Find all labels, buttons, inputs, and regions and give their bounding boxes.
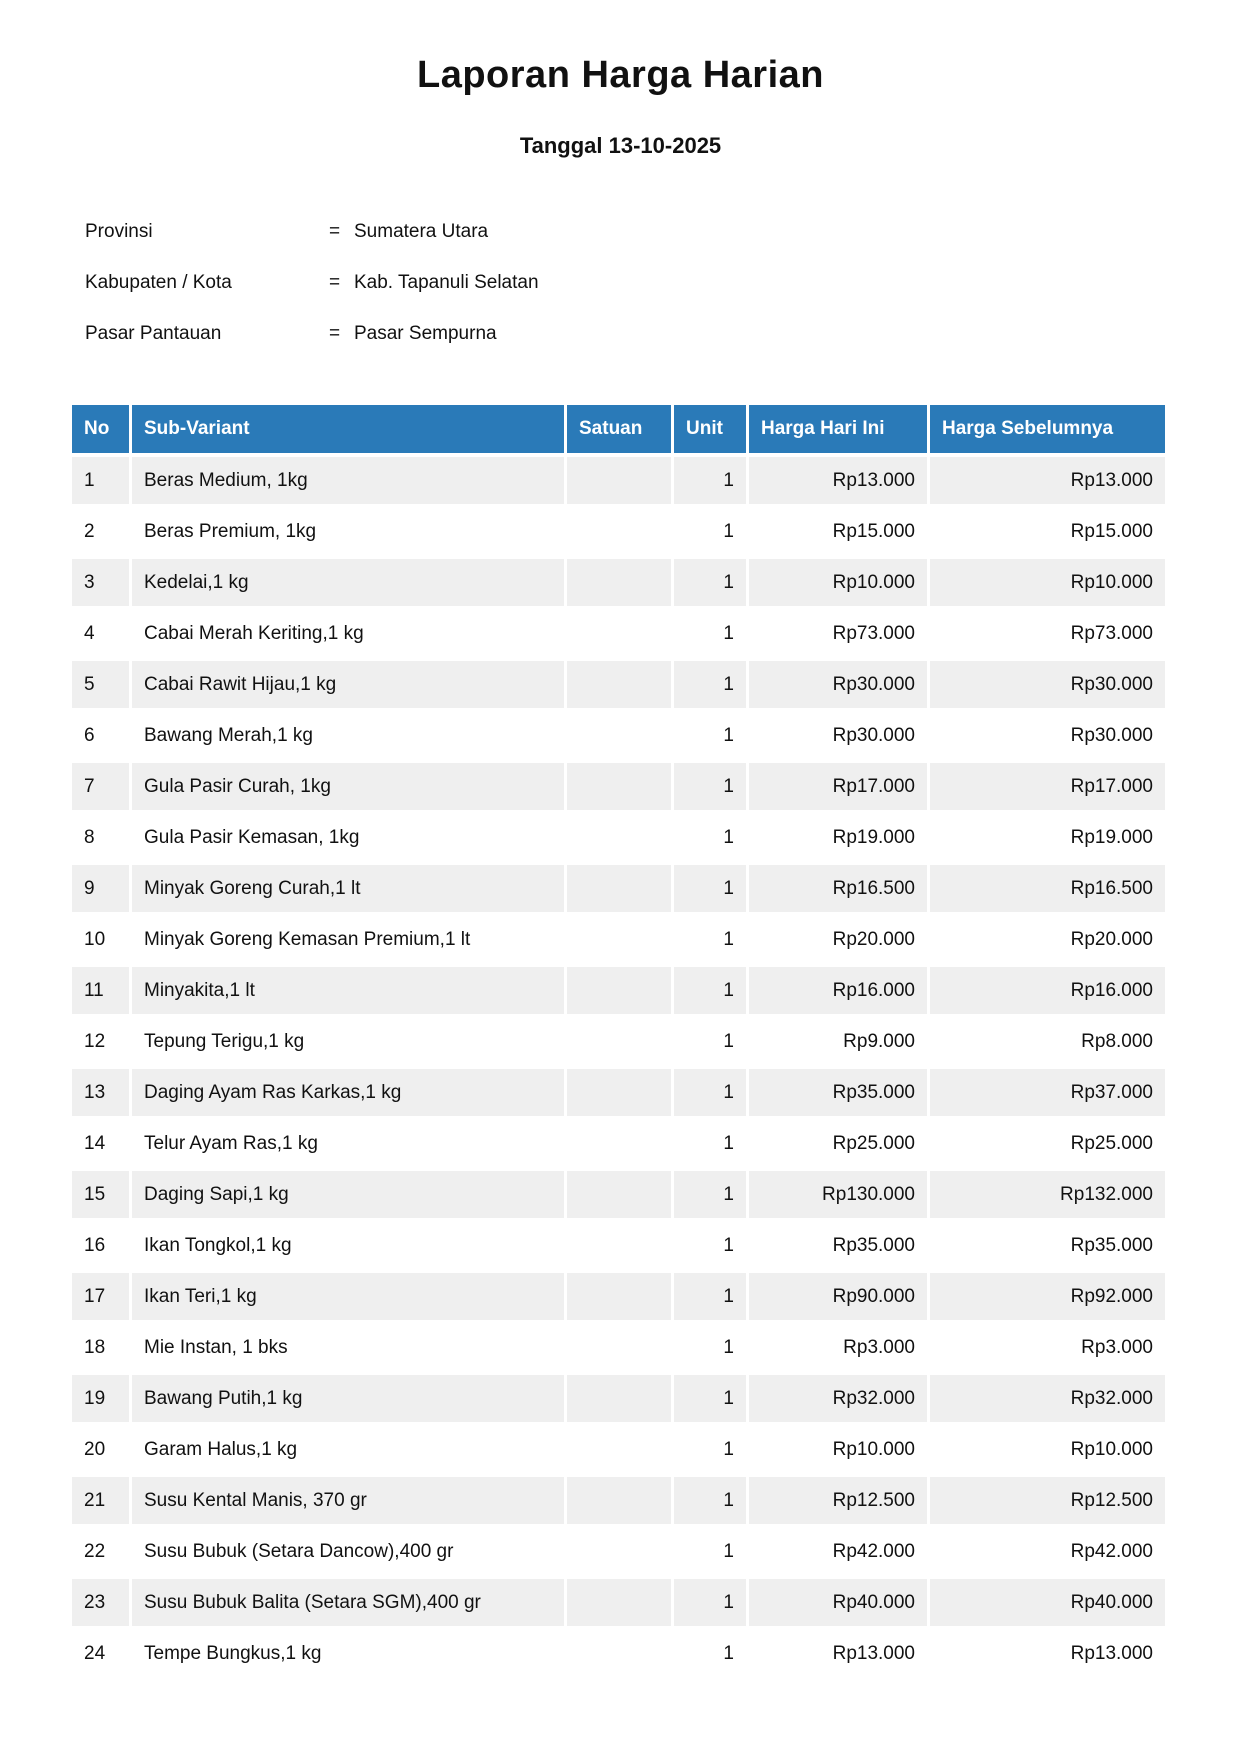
meta-value: Pasar Sempurna [354,322,497,344]
table-row [72,916,1165,963]
row-satuan [567,610,671,657]
row-satuan [567,1273,671,1320]
row-unit: 1 [674,1528,746,1575]
table-row [72,508,1165,555]
row-sub-variant: Susu Bubuk Balita (Setara SGM),400 gr [132,1579,564,1626]
row-harga-hari-ini: Rp35.000 [749,1069,927,1116]
row-unit: 1 [674,1069,746,1116]
meta-value: Kab. Tapanuli Selatan [354,271,539,293]
row-satuan [567,763,671,810]
row-harga-sebelumnya: Rp15.000 [930,508,1165,555]
row-harga-sebelumnya: Rp10.000 [930,1426,1165,1473]
row-sub-variant: Susu Kental Manis, 370 gr [132,1477,564,1524]
row-harga-sebelumnya: Rp92.000 [930,1273,1165,1320]
row-number: 7 [72,763,129,810]
row-satuan [567,1069,671,1116]
table-row [72,967,1165,1014]
row-number: 8 [72,814,129,861]
meta-row-provinsi [85,206,539,257]
row-unit: 1 [674,712,746,759]
row-sub-variant: Tempe Bungkus,1 kg [132,1630,564,1677]
row-sub-variant: Bawang Merah,1 kg [132,712,564,759]
row-unit: 1 [674,1579,746,1626]
table-row [72,1630,1165,1677]
row-satuan [567,712,671,759]
column-header-no: No [72,405,129,453]
row-sub-variant: Minyakita,1 lt [132,967,564,1014]
row-number: 23 [72,1579,129,1626]
row-harga-sebelumnya: Rp16.000 [930,967,1165,1014]
row-harga-sebelumnya: Rp25.000 [930,1120,1165,1167]
meta-value: Sumatera Utara [354,220,489,242]
row-harga-hari-ini: Rp73.000 [749,610,927,657]
row-harga-hari-ini: Rp12.500 [749,1477,927,1524]
row-harga-sebelumnya: Rp42.000 [930,1528,1165,1575]
table-row [72,1579,1165,1626]
row-sub-variant: Cabai Merah Keriting,1 kg [132,610,564,657]
row-sub-variant: Telur Ayam Ras,1 kg [132,1120,564,1167]
row-number: 24 [72,1630,129,1677]
row-unit: 1 [674,1171,746,1218]
row-satuan [567,661,671,708]
table-row [72,1222,1165,1269]
row-unit: 1 [674,661,746,708]
column-header-harga-sebelumnya: Harga Sebelumnya [930,405,1165,453]
row-sub-variant: Daging Sapi,1 kg [132,1171,564,1218]
row-harga-sebelumnya: Rp19.000 [930,814,1165,861]
table-row [72,814,1165,861]
row-number: 12 [72,1018,129,1065]
table-row [72,661,1165,708]
row-harga-sebelumnya: Rp12.500 [930,1477,1165,1524]
table-header-row [72,405,1165,453]
row-harga-hari-ini: Rp32.000 [749,1375,927,1422]
row-satuan [567,916,671,963]
row-satuan [567,1222,671,1269]
row-unit: 1 [674,1426,746,1473]
row-harga-hari-ini: Rp42.000 [749,1528,927,1575]
row-number: 18 [72,1324,129,1371]
row-harga-sebelumnya: Rp13.000 [930,1630,1165,1677]
row-number: 2 [72,508,129,555]
row-number: 3 [72,559,129,606]
table-row [72,1018,1165,1065]
row-number: 15 [72,1171,129,1218]
meta-equals: = [329,322,341,344]
row-harga-hari-ini: Rp30.000 [749,661,927,708]
row-sub-variant: Beras Medium, 1kg [132,457,564,504]
row-satuan [567,1477,671,1524]
table-row [72,1477,1165,1524]
row-sub-variant: Gula Pasir Curah, 1kg [132,763,564,810]
row-unit: 1 [674,1324,746,1371]
row-number: 14 [72,1120,129,1167]
row-unit: 1 [674,1477,746,1524]
table-row [72,865,1165,912]
row-harga-sebelumnya: Rp32.000 [930,1375,1165,1422]
row-unit: 1 [674,865,746,912]
row-number: 13 [72,1069,129,1116]
row-harga-hari-ini: Rp40.000 [749,1579,927,1626]
row-harga-hari-ini: Rp10.000 [749,1426,927,1473]
table-row [72,763,1165,810]
row-unit: 1 [674,457,746,504]
row-harga-sebelumnya: Rp30.000 [930,712,1165,759]
row-sub-variant: Ikan Tongkol,1 kg [132,1222,564,1269]
row-harga-sebelumnya: Rp37.000 [930,1069,1165,1116]
row-sub-variant: Susu Bubuk (Setara Dancow),400 gr [132,1528,564,1575]
row-harga-sebelumnya: Rp30.000 [930,661,1165,708]
meta-equals: = [329,220,341,242]
row-harga-hari-ini: Rp15.000 [749,508,927,555]
row-harga-sebelumnya: Rp10.000 [930,559,1165,606]
row-sub-variant: Gula Pasir Kemasan, 1kg [132,814,564,861]
row-sub-variant: Ikan Teri,1 kg [132,1273,564,1320]
row-harga-sebelumnya: Rp13.000 [930,457,1165,504]
row-satuan [567,1120,671,1167]
row-number: 4 [72,610,129,657]
table-row [72,1426,1165,1473]
table-row [72,559,1165,606]
row-harga-hari-ini: Rp30.000 [749,712,927,759]
row-unit: 1 [674,508,746,555]
row-satuan [567,1426,671,1473]
row-number: 17 [72,1273,129,1320]
row-number: 20 [72,1426,129,1473]
row-number: 11 [72,967,129,1014]
table-row [72,1273,1165,1320]
price-table [69,401,1168,1681]
row-unit: 1 [674,814,746,861]
row-unit: 1 [674,1018,746,1065]
row-number: 19 [72,1375,129,1422]
row-unit: 1 [674,1222,746,1269]
table-body [72,457,1165,1677]
column-header-sub-variant: Sub-Variant [132,405,564,453]
column-header-satuan: Satuan [567,405,671,453]
row-harga-hari-ini: Rp3.000 [749,1324,927,1371]
row-harga-hari-ini: Rp90.000 [749,1273,927,1320]
row-harga-hari-ini: Rp19.000 [749,814,927,861]
row-unit: 1 [674,916,746,963]
table-row [72,610,1165,657]
row-satuan [567,1375,671,1422]
row-harga-hari-ini: Rp25.000 [749,1120,927,1167]
row-harga-hari-ini: Rp16.000 [749,967,927,1014]
column-header-harga-hari-ini: Harga Hari Ini [749,405,927,453]
row-harga-hari-ini: Rp16.500 [749,865,927,912]
row-sub-variant: Cabai Rawit Hijau,1 kg [132,661,564,708]
row-harga-hari-ini: Rp130.000 [749,1171,927,1218]
table-row [72,1120,1165,1167]
row-harga-hari-ini: Rp13.000 [749,457,927,504]
row-sub-variant: Tepung Terigu,1 kg [132,1018,564,1065]
row-number: 22 [72,1528,129,1575]
row-harga-sebelumnya: Rp132.000 [930,1171,1165,1218]
row-sub-variant: Minyak Goreng Curah,1 lt [132,865,564,912]
row-number: 6 [72,712,129,759]
row-harga-sebelumnya: Rp20.000 [930,916,1165,963]
table-row [72,1375,1165,1422]
row-number: 1 [72,457,129,504]
row-satuan [567,1579,671,1626]
table-row [72,1324,1165,1371]
table-row [72,1069,1165,1116]
meta-row-kabupaten [85,257,539,308]
row-satuan [567,865,671,912]
row-harga-hari-ini: Rp9.000 [749,1018,927,1065]
row-number: 9 [72,865,129,912]
row-number: 5 [72,661,129,708]
row-harga-hari-ini: Rp10.000 [749,559,927,606]
row-sub-variant: Garam Halus,1 kg [132,1426,564,1473]
row-sub-variant: Beras Premium, 1kg [132,508,564,555]
row-harga-hari-ini: Rp17.000 [749,763,927,810]
row-satuan [567,508,671,555]
row-harga-sebelumnya: Rp35.000 [930,1222,1165,1269]
report-title: Laporan Harga Harian [417,54,824,96]
row-unit: 1 [674,1273,746,1320]
meta-label: Kabupaten / Kota [85,271,232,293]
row-satuan [567,559,671,606]
row-satuan [567,1018,671,1065]
row-unit: 1 [674,1120,746,1167]
table-row [72,1528,1165,1575]
meta-equals: = [329,271,341,293]
row-satuan [567,967,671,1014]
report-date: Tanggal 13-10-2025 [519,133,722,158]
row-satuan [567,1324,671,1371]
meta-label: Pasar Pantauan [85,322,222,344]
row-sub-variant: Mie Instan, 1 bks [132,1324,564,1371]
row-satuan [567,814,671,861]
row-harga-hari-ini: Rp13.000 [749,1630,927,1677]
row-satuan [567,457,671,504]
row-harga-hari-ini: Rp20.000 [749,916,927,963]
row-number: 10 [72,916,129,963]
row-harga-sebelumnya: Rp16.500 [930,865,1165,912]
row-satuan [567,1171,671,1218]
row-satuan [567,1630,671,1677]
row-number: 21 [72,1477,129,1524]
row-harga-hari-ini: Rp35.000 [749,1222,927,1269]
row-unit: 1 [674,1375,746,1422]
table-row [72,712,1165,759]
row-harga-sebelumnya: Rp8.000 [930,1018,1165,1065]
row-unit: 1 [674,610,746,657]
row-harga-sebelumnya: Rp40.000 [930,1579,1165,1626]
meta-row-pasar [85,308,539,359]
table-row [72,1171,1165,1218]
table-row [72,457,1165,504]
meta-label: Provinsi [85,220,153,242]
row-satuan [567,1528,671,1575]
report-meta [85,206,539,359]
row-unit: 1 [674,559,746,606]
row-unit: 1 [674,763,746,810]
row-sub-variant: Bawang Putih,1 kg [132,1375,564,1422]
row-harga-sebelumnya: Rp3.000 [930,1324,1165,1371]
column-header-unit: Unit [674,405,746,453]
row-unit: 1 [674,967,746,1014]
row-sub-variant: Minyak Goreng Kemasan Premium,1 lt [132,916,564,963]
row-sub-variant: Daging Ayam Ras Karkas,1 kg [132,1069,564,1116]
row-number: 16 [72,1222,129,1269]
row-harga-sebelumnya: Rp73.000 [930,610,1165,657]
row-unit: 1 [674,1630,746,1677]
row-sub-variant: Kedelai,1 kg [132,559,564,606]
row-harga-sebelumnya: Rp17.000 [930,763,1165,810]
